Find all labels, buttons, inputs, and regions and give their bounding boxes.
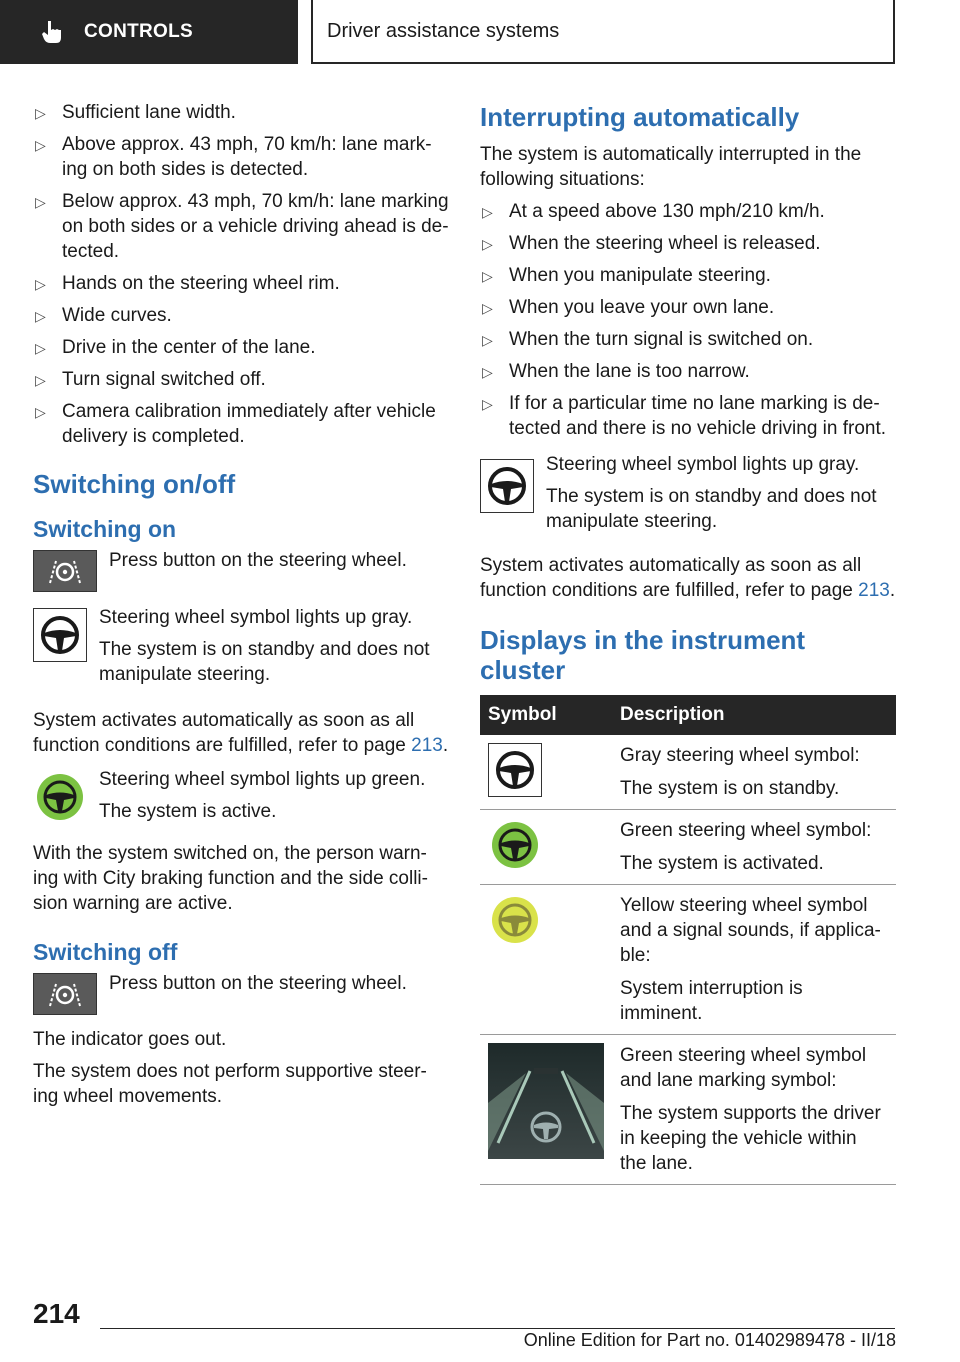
symbol-description: System interruption is imminent.	[620, 978, 803, 1024]
gray-symbol-row	[33, 608, 451, 694]
chapter-title: Driver assistance systems	[327, 19, 560, 42]
yellow-steering-wheel-icon	[488, 893, 542, 947]
left-column	[33, 100, 451, 1116]
lane-assist-button-icon	[33, 550, 97, 592]
switching-heading: Switching on/off	[33, 469, 236, 499]
auto-activate-text: System activates automatically as soon as all function conditions are fulfilled, refer to page 213.	[33, 710, 449, 756]
list-item: ▷ Hands on the steering wheel rim.	[33, 271, 451, 296]
edition-text: Online Edition for Part no. 01402989478 - II/18	[523, 1330, 896, 1350]
switch-on-instruction	[33, 551, 451, 592]
table-row	[480, 885, 896, 1035]
gray-lights-text: Steering wheel symbol lights up gray.	[546, 454, 860, 475]
indicator-out-text: The indicator goes out.	[33, 1029, 227, 1050]
triangle-bullet-icon: ▷	[35, 404, 46, 420]
person-warning-text: With the system switched on, the person warn‐ing with City braking function and the side colli‐sion warning are active.	[33, 843, 428, 914]
list-item: ▷ Drive in the center of the lane.	[33, 335, 451, 360]
list-item: ▷ At a speed above 130 mph/210 km/h.	[480, 199, 896, 224]
triangle-bullet-icon: ▷	[35, 372, 46, 388]
triangle-bullet-icon: ▷	[35, 137, 46, 153]
triangle-bullet-icon: ▷	[35, 194, 46, 210]
triangle-bullet-icon: ▷	[482, 236, 493, 252]
switch-off-instruction	[33, 974, 451, 1015]
condition-list	[33, 100, 451, 449]
page-number: 214	[33, 1298, 80, 1329]
page-link[interactable]: 213	[411, 735, 443, 756]
list-item: ▷ When you manipulate steering.	[480, 263, 896, 288]
gray-steering-wheel-icon	[33, 608, 87, 662]
gray-steering-wheel-icon	[480, 459, 534, 513]
table-row	[480, 735, 896, 810]
triangle-bullet-icon: ▷	[482, 332, 493, 348]
green-active-text: The system is active.	[99, 801, 277, 822]
no-support-text: The system does not perform supportive steer‐ing wheel movements.	[33, 1061, 427, 1107]
list-item: ▷ Wide curves.	[33, 303, 451, 328]
press-button-text: Press button on the steering wheel.	[109, 973, 407, 994]
list-item: ▷ If for a particular time no lane marking is de‐tected and there is no vehicle driving in front.	[482, 393, 887, 439]
right-column	[480, 100, 896, 1185]
list-item: ▷ When you leave your own lane.	[480, 295, 896, 320]
section-tab	[0, 0, 298, 64]
green-steering-wheel-icon	[488, 818, 542, 872]
gray-symbol-row	[480, 455, 896, 541]
list-item: ▷ Below approx. 43 mph, 70 km/h: lane marking on both sides or a vehicle driving ahead is de‐tected.	[35, 191, 449, 262]
column-header-symbol: Symbol	[480, 695, 612, 735]
switching-off-heading: Switching off	[33, 939, 178, 965]
triangle-bullet-icon: ▷	[482, 364, 493, 380]
list-item: ▷ Above approx. 43 mph, 70 km/h: lane mark‐ing on both sides is detected.	[35, 134, 432, 180]
triangle-bullet-icon: ▷	[482, 300, 493, 316]
symbol-description: The system is activated.	[620, 853, 824, 874]
hand-pointer-icon	[38, 18, 66, 46]
list-item: ▷ Turn signal switched off.	[33, 367, 451, 392]
symbol-table	[480, 695, 896, 1185]
list-item: ▷ When the lane is too narrow.	[480, 359, 896, 384]
symbol-description: Gray steering wheel symbol:	[620, 745, 860, 766]
switching-on-heading: Switching on	[33, 516, 177, 542]
auto-activate-text: System activates automatically as soon as all function conditions are fulfilled, refer to page 213.	[480, 555, 896, 601]
list-item: ▷ When the turn signal is switched on.	[480, 327, 896, 352]
triangle-bullet-icon: ▷	[35, 340, 46, 356]
green-steering-wheel-icon	[33, 770, 87, 824]
gray-standby-text: The system is on standby and does not manipulate steering.	[546, 486, 877, 532]
list-item: ▷ Camera calibration immediately after vehicle delivery is completed.	[35, 401, 436, 447]
symbol-description: Yellow steering wheel symbol and a signal sounds, if applica‐ble:	[620, 895, 881, 966]
page-link[interactable]: 213	[858, 580, 890, 601]
column-header-description: Description	[612, 695, 896, 735]
triangle-bullet-icon: ▷	[35, 105, 46, 121]
press-button-text: Press button on the steering wheel.	[109, 550, 407, 571]
section-title: CONTROLS	[84, 21, 194, 42]
interrupt-list	[480, 199, 896, 441]
triangle-bullet-icon: ▷	[482, 204, 493, 220]
triangle-bullet-icon: ▷	[482, 268, 493, 284]
symbol-description: The system is on standby.	[620, 778, 840, 799]
gray-standby-text: The system is on standby and does not manipulate steering.	[99, 639, 430, 685]
gray-lights-text: Steering wheel symbol lights up gray.	[99, 607, 413, 628]
green-lights-text: Steering wheel symbol lights up green.	[99, 769, 426, 790]
triangle-bullet-icon: ▷	[482, 396, 493, 412]
triangle-bullet-icon: ▷	[35, 308, 46, 324]
green-symbol-row	[33, 770, 451, 831]
footer-divider	[100, 1328, 895, 1329]
lane-assist-button-icon	[33, 973, 97, 1015]
chapter-header	[311, 0, 895, 64]
triangle-bullet-icon: ▷	[35, 276, 46, 292]
list-item: ▷ Sufficient lane width.	[33, 100, 451, 125]
table-row	[480, 1035, 896, 1185]
gray-steering-wheel-icon	[488, 743, 542, 797]
list-item: ▷ When the steering wheel is released.	[480, 231, 896, 256]
symbol-description: The system supports the driver in keeping the vehicle within the lane.	[620, 1103, 881, 1174]
lane-marking-steering-wheel-icon	[488, 1043, 604, 1159]
interrupt-heading: Interrupting automatically	[480, 102, 800, 132]
symbol-description: Green steering wheel symbol and lane marking symbol:	[620, 1045, 867, 1091]
symbol-description: Green steering wheel symbol:	[620, 820, 872, 841]
displays-heading: Displays in the instrument cluster	[480, 625, 806, 685]
table-row	[480, 810, 896, 885]
interrupt-intro: The system is automatically interrupted in the following situations:	[480, 144, 862, 190]
